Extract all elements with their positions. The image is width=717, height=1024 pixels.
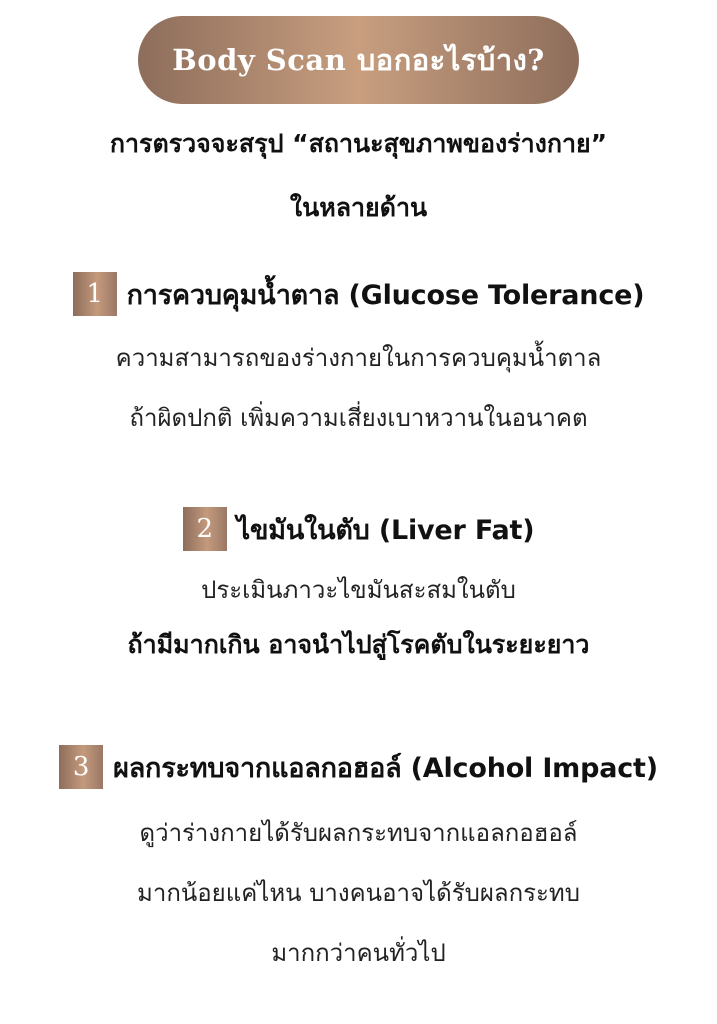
section-3-line-3: มากกว่าคนทั่วไป bbox=[271, 939, 446, 967]
section-3-line-1: ดูว่าร่างกายได้รับผลกระทบจากแอลกอฮอล์ bbox=[139, 819, 578, 847]
section-number-badge: 3 bbox=[59, 745, 103, 789]
section-heading-text: การควบคุมน้ำตาล (Glucose Tolerance) bbox=[126, 279, 645, 311]
page-title: Body Scan บอกอะไรบ้าง? bbox=[172, 43, 545, 77]
section-1-line-1: ความสามารถของร่างกายในการควบคุมน้ำตาล bbox=[115, 344, 602, 372]
section-heading-text: ผลกระทบจากแอลกอฮอล์ (Alcohol Impact) bbox=[113, 752, 658, 784]
section-number-badge: 2 bbox=[183, 507, 227, 551]
section-2-line-2: ถ้ามีมากเกิน อาจนำไปสู่โรคตับในระยะยาว bbox=[127, 630, 590, 659]
section-heading-2 bbox=[0, 507, 717, 551]
section-heading-text: ไขมันในตับ (Liver Fat) bbox=[236, 514, 535, 546]
intro-line-1: การตรวจจะสรุป “สถานะสุขภาพของร่างกาย” bbox=[109, 129, 608, 158]
section-heading-1 bbox=[0, 272, 717, 316]
section-heading-3 bbox=[0, 745, 717, 789]
section-number-badge: 1 bbox=[73, 272, 117, 316]
intro-line-2: ในหลายด้าน bbox=[289, 193, 428, 222]
title-pill bbox=[138, 16, 579, 104]
section-3-line-2: มากน้อยแค่ไหน บางคนอาจได้รับผลกระทบ bbox=[137, 879, 580, 907]
section-1-line-2: ถ้าผิดปกติ เพิ่มความเสี่ยงเบาหวานในอนาคต bbox=[129, 404, 588, 432]
section-2-line-1: ประเมินภาวะไขมันสะสมในตับ bbox=[201, 576, 516, 604]
